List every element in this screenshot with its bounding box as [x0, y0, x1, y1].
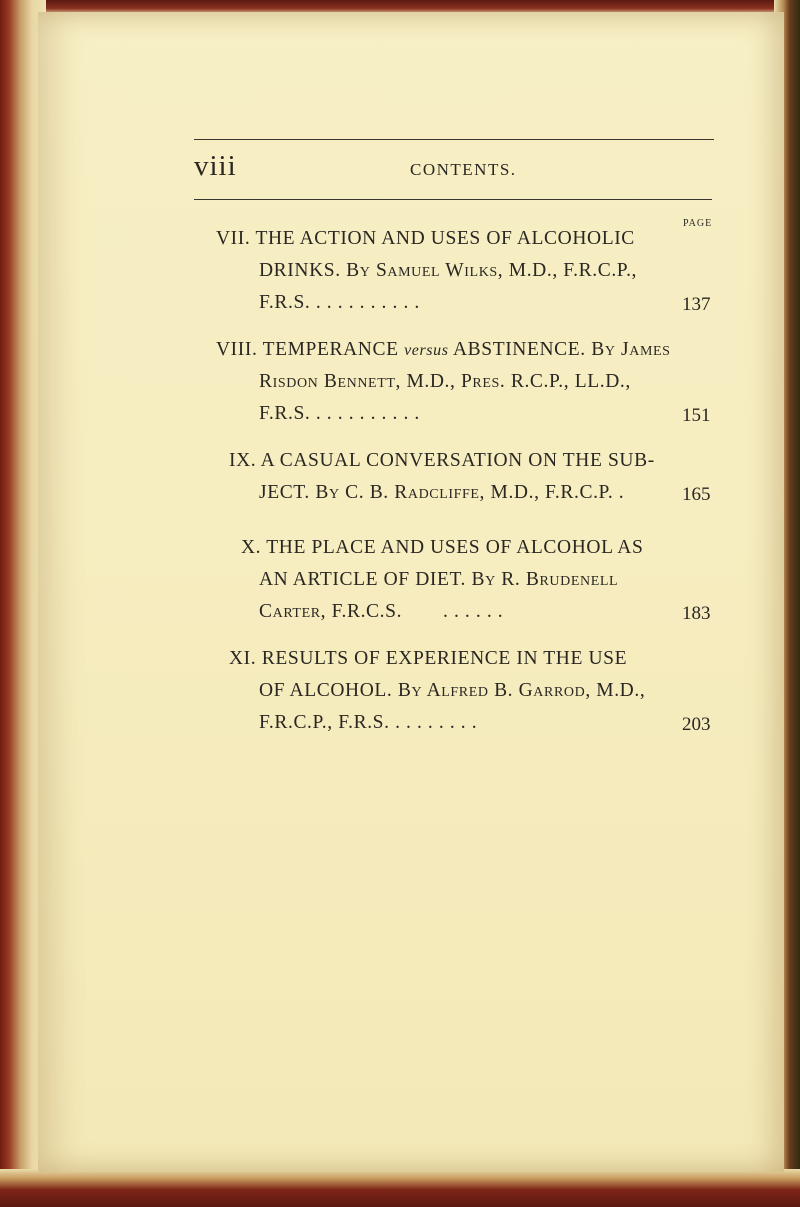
entry-title: DRINKS. — [259, 260, 341, 281]
header-rule-bottom — [194, 199, 712, 200]
entry-title: THE ACTION AND USES OF ALCOHOLIC — [255, 228, 635, 249]
dot-leaders: . . . . . . . . . . — [315, 403, 420, 424]
entry-title: RESULTS OF EXPERIENCE IN THE USE — [261, 648, 628, 669]
entry-author: Carter, F.R.C.S. — [259, 601, 403, 622]
entry-numeral: IX. — [229, 450, 257, 471]
entry-author: By James — [591, 339, 671, 360]
entry-title: AN ARTICLE OF DIET. — [259, 569, 467, 590]
entry-title: TEMPERANCE — [262, 339, 399, 360]
entry-page-number: 137 — [682, 294, 711, 315]
entry-title: THE PLACE AND USES OF ALCOHOL AS — [266, 537, 644, 558]
entry-numeral: VII. — [216, 228, 251, 249]
entry-title-versus: versus — [404, 342, 449, 359]
running-head: CONTENTS. — [410, 160, 517, 179]
entry-page-number: 151 — [682, 405, 711, 426]
dot-leaders: . . . . . . — [443, 601, 504, 622]
entry-page-number: 183 — [682, 603, 711, 624]
entry-title: A CASUAL CONVERSATION ON THE SUB- — [260, 450, 655, 471]
page-column-label: PAGE — [683, 218, 713, 229]
book-bottom-edge — [0, 1169, 800, 1207]
entry-author: By C. B. Radcliffe, M.D., F.R.C.P. — [315, 482, 614, 503]
entry-author: F.R.S. — [259, 292, 311, 313]
entry-author: Risdon Bennett, M.D., Pres. R.C.P., LL.D., — [259, 371, 631, 392]
entry-author: By Alfred B. Garrod, M.D., — [397, 680, 646, 701]
entry-author: By Samuel Wilks, M.D., F.R.C.P., — [346, 260, 638, 281]
page-folio: viii — [194, 150, 237, 182]
dot-leaders: . . . . . . . . — [395, 712, 478, 733]
entry-numeral: VIII. — [216, 339, 258, 360]
entry-title: ABSTINENCE. — [452, 339, 586, 360]
entry-numeral: X. — [241, 537, 262, 558]
entry-author: F.R.S. — [259, 403, 311, 424]
entry-title: JECT. — [259, 482, 310, 503]
entry-page-number: 203 — [682, 714, 711, 735]
entry-author: By R. Brudenell — [471, 569, 619, 590]
entry-numeral: XI. — [229, 648, 257, 669]
dot-leaders: . . . . . . . . . . — [315, 292, 420, 313]
header-rule-top — [194, 139, 714, 140]
dot-leaders: . — [618, 482, 625, 503]
book-page — [38, 12, 784, 1172]
entry-page-number: 165 — [682, 484, 711, 505]
entry-author: F.R.C.P., F.R.S. — [259, 712, 390, 733]
entry-title: OF ALCOHOL. — [259, 680, 393, 701]
